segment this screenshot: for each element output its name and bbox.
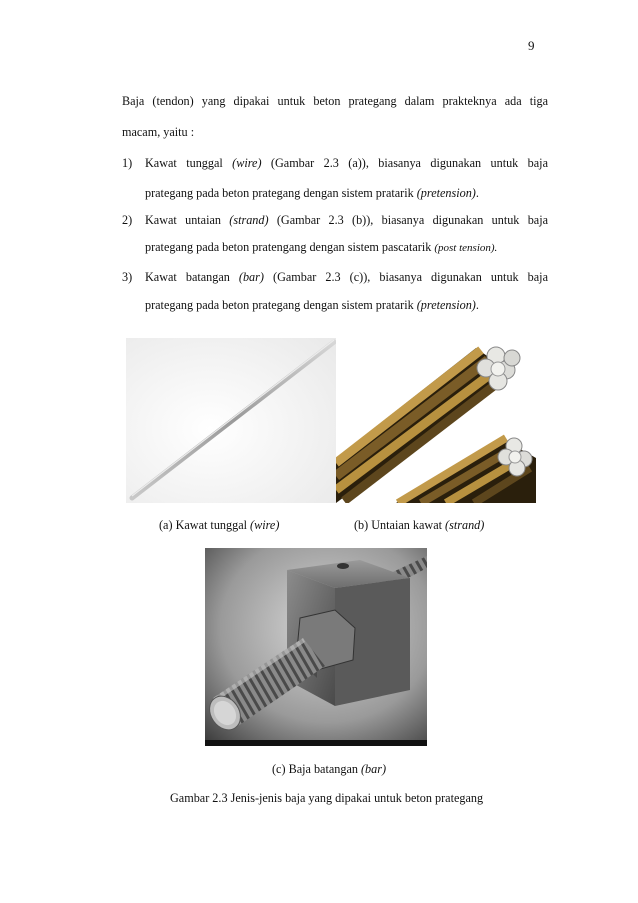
list-item-2-text: Kawat untaian	[145, 213, 230, 227]
caption-c-term: (bar)	[361, 762, 387, 776]
list-item-1-line-2	[145, 186, 479, 201]
caption-c-text: (c) Baja batangan	[272, 762, 361, 776]
list-item-3-line-2	[145, 298, 479, 313]
wire-image	[126, 338, 336, 503]
list-number-2: 2)	[122, 213, 133, 227]
bar-photo	[205, 548, 427, 746]
figure-caption: Gambar 2.3 Jenis-jenis baja yang dipakai untuk beton prategang	[170, 791, 484, 805]
list-number-3: 3)	[122, 270, 133, 284]
caption-b-text: (b) Untaian kawat	[354, 518, 446, 532]
bar-image	[205, 548, 427, 746]
list-item-3-term: (bar)	[238, 270, 264, 284]
wire-photo	[126, 338, 336, 503]
strand-photo	[336, 338, 536, 503]
list-item-2-text-cont: (Gambar 2.3 (b)), biasanya digunakan untuk baja	[268, 213, 548, 227]
list-item-1-text-cont: (Gambar 2.3 (a)), biasanya digunakan untuk baja	[261, 156, 548, 170]
list-item-1-text-2: prategang pada beton prategang dengan sistem pratarik	[145, 186, 417, 200]
caption-b	[354, 518, 484, 533]
intro-line-1: Baja (tendon) yang dipakai untuk beton prategang dalam prakteknya ada tiga	[122, 94, 548, 108]
list-item-2-term: (strand)	[229, 213, 269, 227]
caption-b-term: (strand)	[445, 518, 485, 532]
caption-a-term: (wire)	[250, 518, 280, 532]
list-item-3-term-2: (pretension)	[416, 298, 476, 312]
caption-a-text: (a) Kawat tunggal	[159, 518, 251, 532]
list-item-1-term-2: (pretension)	[416, 186, 476, 200]
intro-line-2: macam, yaitu :	[122, 125, 195, 139]
list-item-3-text: Kawat batangan	[145, 270, 239, 284]
list-item-1-line-1	[145, 156, 548, 171]
list-number-1: 1)	[122, 156, 133, 170]
strand-image	[336, 338, 536, 503]
list-item-1-term: (wire)	[232, 156, 262, 170]
list-item-3-line-1	[145, 270, 548, 285]
list-item-3-end: .	[475, 298, 479, 312]
list-item-2-term-2: (post tension).	[434, 242, 498, 254]
list-item-3-text-2: prategang pada beton prategang dengan sistem pratarik	[145, 298, 417, 312]
page-number: 9	[528, 38, 535, 53]
list-item-3-text-cont: (Gambar 2.3 (c)), biasanya digunakan untuk baja	[263, 270, 548, 284]
list-item-2-line-2	[145, 240, 497, 255]
caption-c	[272, 762, 386, 777]
list-item-2-line-1	[145, 213, 548, 228]
list-item-1-end: .	[475, 186, 479, 200]
caption-a	[159, 518, 279, 533]
list-item-2-text-2: prategang pada beton pratengang dengan sistem pascatarik	[145, 240, 435, 254]
list-item-1-text: Kawat tunggal	[145, 156, 233, 170]
